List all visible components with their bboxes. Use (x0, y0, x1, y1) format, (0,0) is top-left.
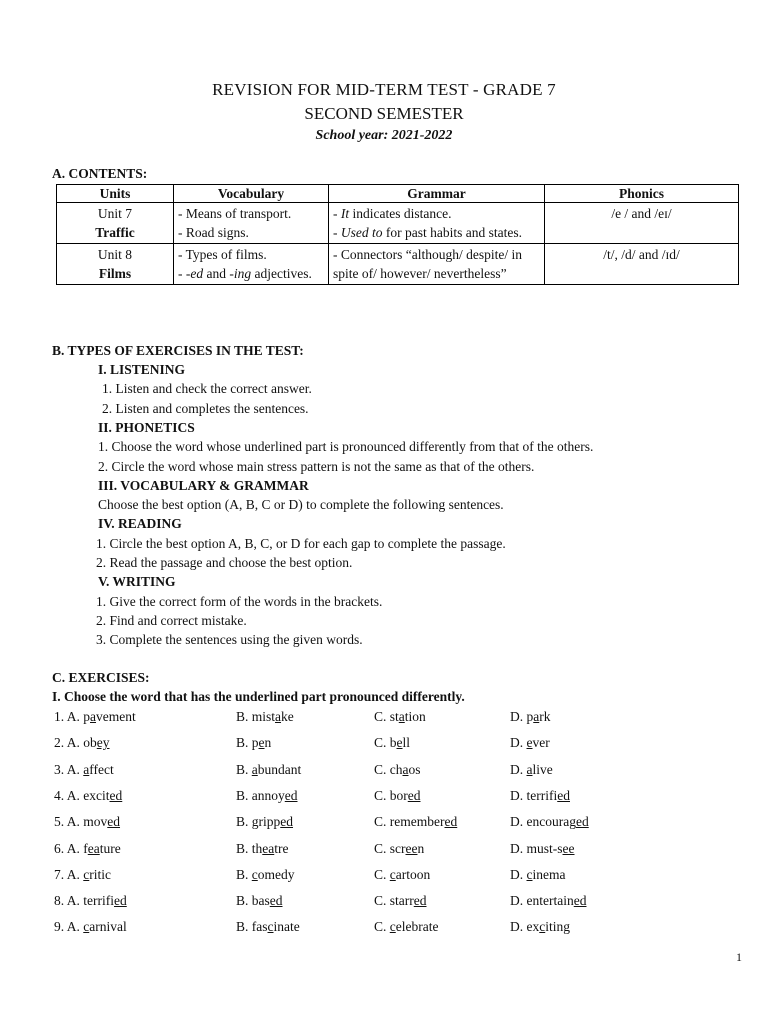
italic-term: -ed (185, 266, 204, 281)
underlined-part: ed (575, 814, 589, 830)
underlined-part: a (83, 761, 90, 777)
underlined-part: ey (96, 735, 110, 751)
underlined-part: ed (107, 814, 121, 830)
underlined-part: ed (444, 814, 458, 830)
question-row (54, 867, 754, 887)
answer-option[interactable]: 7. A. critic (54, 866, 112, 882)
phonetics-item: 1. Choose the word whose underlined part is pronounced differently from that of the others. (98, 439, 594, 454)
contents-header-row (57, 185, 739, 203)
answer-option[interactable]: C. bored (374, 787, 421, 803)
answer-option[interactable]: D. ever (510, 735, 550, 751)
underlined-part: ee (405, 840, 418, 856)
underlined-part: e (258, 735, 265, 751)
underlined-part: c (389, 866, 396, 882)
listening-item: 2. Listen and completes the sentences. (102, 401, 309, 416)
grammar-item: - Connectors “although/ despite/ in spite of/ however/ nevertheless” (333, 247, 522, 281)
reading-item: 2. Read the passage and choose the best option. (96, 555, 353, 570)
answer-option[interactable]: 9. A. carnival (54, 919, 127, 935)
answer-option[interactable]: D. park (510, 709, 551, 724)
column-header-phonics: Phonics (545, 185, 739, 203)
answer-option[interactable]: 3. A. affect (54, 761, 114, 777)
italic-term: It (340, 206, 350, 221)
types-heading: B. TYPES OF EXERCISES IN THE TEST: (52, 343, 304, 358)
answer-option[interactable]: B. comedy (236, 866, 295, 882)
answer-option[interactable]: B. fascinate (236, 919, 300, 935)
underlined-part: ed (413, 893, 427, 909)
answer-option[interactable]: D. must-see (510, 840, 575, 856)
underlined-part: c (539, 919, 546, 935)
exercises-heading: C. EXERCISES: (52, 670, 150, 685)
contents-table (56, 184, 739, 285)
underlined-part: e (526, 735, 533, 751)
answer-option[interactable]: 2. A. obey (54, 735, 110, 751)
column-header-units: Units (57, 185, 174, 203)
answer-option[interactable]: B. pen (236, 735, 272, 751)
underlined-part: ed (109, 787, 123, 803)
answer-option[interactable]: 5. A. moved (54, 814, 121, 830)
underlined-part: ed (114, 893, 127, 909)
underlined-part: c (83, 866, 90, 882)
underlined-part: c (83, 919, 90, 935)
question-row (54, 709, 754, 729)
answer-option[interactable]: B. gripped (236, 814, 294, 830)
underlined-part: ed (407, 787, 421, 803)
answer-option[interactable]: B. abundant (236, 761, 302, 777)
listening-item: 1. Listen and check the correct answer. (102, 381, 312, 396)
grammar-cell (329, 244, 545, 285)
unit-number: Unit 8 (97, 247, 133, 262)
answer-option[interactable]: B. theatre (236, 840, 289, 856)
underlined-part: a (402, 761, 409, 777)
answer-option[interactable]: 8. A. terrified (54, 893, 127, 909)
underlined-part: ed (269, 893, 283, 909)
writing-item: 2. Find and correct mistake. (96, 613, 247, 628)
vocabulary-item: - Types of films. (178, 247, 267, 262)
page-number: 1 (736, 950, 742, 964)
document-title: REVISION FOR MID-TERM TEST - GRADE 7 (212, 80, 556, 99)
answer-option[interactable]: D. encouraged (510, 814, 589, 830)
answer-option[interactable]: C. cartoon (374, 866, 431, 882)
answer-option[interactable]: C. chaos (374, 761, 421, 777)
answer-option[interactable]: D. cinema (510, 866, 566, 882)
answer-option[interactable]: C. celebrate (374, 919, 439, 935)
question-row (54, 762, 754, 782)
unit-cell (57, 244, 174, 285)
grammar-item: - Used to for past habits and states. (333, 225, 522, 240)
answer-option[interactable]: C. starred (374, 893, 427, 909)
school-year: School year: 2021-2022 (315, 128, 453, 143)
column-header-grammar: Grammar (329, 185, 545, 203)
unit-name: Traffic (95, 225, 135, 240)
underlined-part: ed (280, 814, 294, 830)
unit-cell (57, 203, 174, 244)
vocabulary-cell (174, 203, 329, 244)
vocabulary-item: - Road signs. (178, 225, 249, 240)
vocabulary-cell (174, 244, 329, 285)
underlined-part: ed (557, 787, 570, 803)
contents-heading: A. CONTENTS: (52, 166, 148, 181)
underlined-part: ea (262, 840, 275, 856)
column-header-vocabulary: Vocabulary (174, 185, 329, 203)
underlined-part: a (90, 709, 97, 724)
answer-option[interactable]: B. annoyed (236, 787, 298, 803)
phonics-cell: /e / and /eɪ/ (545, 203, 739, 244)
answer-option[interactable]: C. station (374, 709, 426, 724)
contents-table-body (57, 203, 739, 285)
listening-heading: I. LISTENING (98, 362, 186, 377)
answer-option[interactable]: B. based (236, 893, 283, 909)
grammar-cell (329, 203, 545, 244)
answer-option[interactable]: 6. A. feature (54, 840, 121, 856)
phonetics-heading: II. PHONETICS (98, 420, 195, 435)
reading-heading: IV. READING (98, 516, 182, 531)
italic-term: Used to (340, 225, 383, 240)
vocab-grammar-item: Choose the best option (A, B, C or D) to complete the following sentences. (98, 497, 504, 512)
underlined-part: a (526, 761, 533, 777)
unit-name: Films (98, 266, 132, 281)
answer-option[interactable]: 4. A. excited (54, 787, 123, 803)
answer-option[interactable]: B. mistake (236, 709, 294, 724)
answer-option[interactable]: C. screen (374, 840, 425, 856)
answer-option[interactable]: 1. A. pavement (54, 709, 136, 724)
underlined-part: ea (87, 840, 100, 856)
exercise-instruction: I. Choose the word that has the underlined part pronounced differently. (52, 689, 465, 704)
contents-row (57, 244, 739, 285)
underlined-part: ee (562, 840, 575, 856)
question-row (54, 919, 754, 939)
unit-number: Unit 7 (97, 206, 133, 221)
answer-option[interactable]: D. terrified (510, 787, 570, 803)
underlined-part: c (389, 919, 396, 935)
question-row (54, 893, 754, 913)
underlined-part: a (533, 709, 540, 724)
underlined-part: a (398, 709, 405, 724)
phonetics-item: 2. Circle the word whose main stress pattern is not the same as that of the others. (98, 459, 535, 474)
question-row (54, 788, 754, 808)
underlined-part: c (267, 919, 274, 935)
question-row (54, 814, 754, 834)
phonics-cell: /t/, /d/ and /ɪd/ (545, 244, 739, 285)
answer-option[interactable]: D. entertained (510, 893, 587, 909)
answer-option[interactable]: C. bell (374, 735, 411, 751)
writing-item: 1. Give the correct form of the words in the brackets. (96, 594, 383, 609)
underlined-part: a (275, 709, 282, 724)
underlined-part: a (251, 761, 258, 777)
reading-item: 1. Circle the best option A, B, C, or D for each gap to complete the passage. (96, 536, 506, 551)
underlined-part: c (251, 866, 258, 882)
contents-row (57, 203, 739, 244)
answer-option[interactable]: D. exciting (510, 919, 571, 935)
underlined-part: ed (573, 893, 587, 909)
vocab-grammar-heading: III. VOCABULARY & GRAMMAR (98, 478, 309, 493)
writing-heading: V. WRITING (98, 574, 176, 589)
answer-option[interactable]: D. alive (510, 761, 553, 777)
underlined-part: ed (284, 787, 298, 803)
answer-option[interactable]: C. remembered (374, 814, 458, 830)
question-row (54, 841, 754, 861)
vocabulary-item: - -ed and -ing adjectives. (178, 266, 312, 281)
italic-term: -ing (229, 266, 252, 281)
vocabulary-item: - Means of transport. (178, 206, 292, 221)
question-row (54, 735, 754, 755)
underlined-part: c (526, 866, 533, 882)
grammar-item: - It indicates distance. (333, 206, 452, 221)
underlined-part: e (396, 735, 403, 751)
document-subtitle: SECOND SEMESTER (304, 104, 464, 123)
writing-item: 3. Complete the sentences using the given words. (96, 632, 363, 647)
